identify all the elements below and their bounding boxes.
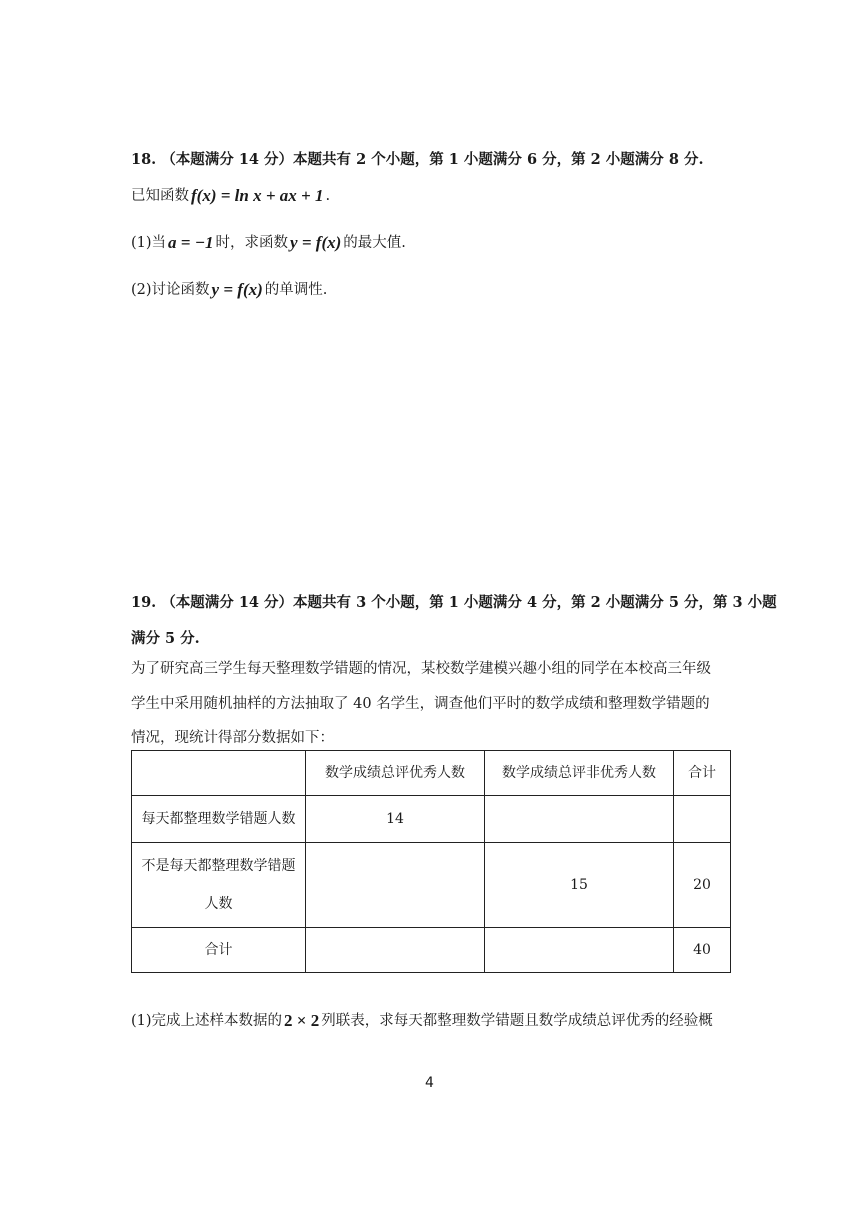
table-cell [485,928,674,973]
table-cell: 14 [306,796,485,843]
q18-part1-line [131,233,406,253]
q18-part2-line [131,280,327,300]
q18-part1-condition: a = −1 [168,233,214,252]
table-row [132,796,731,843]
table-cell [674,796,731,843]
table-header-row [132,751,731,796]
q19-header-line1: 19. （本题满分 14 分）本题共有 3 个小题，第 1 小题满分 4 分，第 2 小题满分 5 分，第 3 小题 [131,594,777,611]
q18-part1-function: y = f(x) [290,233,342,252]
q18-given-formula: f(x) = ln x + ax + 1 [191,186,324,205]
q18-given-prefix: 已知函数 [131,188,189,204]
q19-part1-suffix: 列联表，求每天都整理数学错题且数学成绩总评优秀的经验概 [321,1013,713,1029]
table-row [132,843,731,928]
table-cell [485,796,674,843]
table-cell: 15 [485,843,674,928]
table-row-label: 每天都整理数学错题人数 [132,796,306,843]
table-cell: 20 [674,843,731,928]
table-header-cell [132,751,306,796]
table-row-label: 不是每天都整理数学错题人数 [132,843,306,928]
q18-given-suffix: . [325,188,331,204]
q19-body-line1: 为了研究高三学生每天整理数学错题的情况，某校数学建模兴趣小组的同学在本校高三年级 [131,661,711,677]
q18-part2-function: y = f(x) [211,280,263,299]
q19-body-line3: 情况，现统计得部分数据如下： [131,730,334,746]
q18-given-line [131,186,330,206]
q18-part2-suffix: 的单调性. [264,282,328,298]
q19-header-line2: 满分 5 分. [131,630,200,647]
table-cell [306,928,485,973]
q18-part2-prefix: (2)讨论函数 [131,282,210,298]
q19-part1-formula: 2 × 2 [284,1011,320,1030]
table-row-label: 合计 [132,928,306,973]
q19-body-line2: 学生中采用随机抽样的方法抽取了 40 名学生，调查他们平时的数学成绩和整理数学错题的 [131,696,710,712]
q18-part1-mid: 时，求函数 [215,235,289,251]
table-header-cell: 数学成绩总评非优秀人数 [485,751,674,796]
q19-part1-prefix: (1)完成上述样本数据的 [131,1013,283,1029]
page-number: 4 [425,1075,434,1091]
q18-part1-prefix: (1)当 [131,235,167,251]
contingency-table [131,750,731,973]
q18-header: 18. （本题满分 14 分）本题共有 2 个小题，第 1 小题满分 6 分，第 2 小题满分 8 分. [131,151,704,168]
table-row [132,928,731,973]
q19-part1-line [131,1011,713,1031]
table-header-cell: 合计 [674,751,731,796]
table-cell [306,843,485,928]
table-header-cell: 数学成绩总评优秀人数 [306,751,485,796]
q18-part1-suffix: 的最大值. [343,235,406,251]
table-cell: 40 [674,928,731,973]
